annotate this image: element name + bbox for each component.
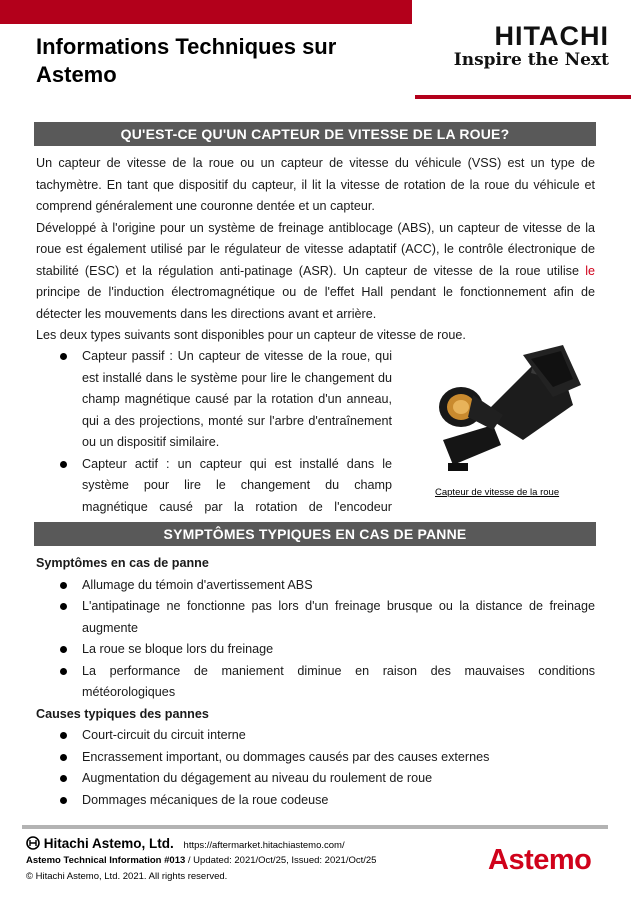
sensor-types-list — [36, 346, 392, 540]
list-item: Court-circuit du circuit interne — [36, 725, 595, 747]
list-item: Dommages mécaniques de la roue codeuse — [36, 790, 595, 812]
top-red-bar — [0, 0, 412, 24]
list-item: L'antipatinage ne fonctionne pas lors d'un freinage brusque ou la distance de freinage augmente — [36, 596, 595, 639]
paragraph-usage-part1: Développé à l'origine pour un système de freinage antiblocage (ABS), un capteur de vitesse de la roue est également utilisé par le régulateur de vitesse adaptatif (ACC), le contrôle électronique de stabilité (ESC) et la régulation anti-patinage (ASR). Un capteur de vitesse de la roue utilise — [36, 220, 595, 278]
brand-tagline: Inspire the Next — [453, 50, 609, 70]
list-item: Capteur passif : Un capteur de vitesse de la roue, qui est installé dans le système pour lire le changement du champ magnétique causé par la rotation d'un anneau, qui a des projections, monté sur l'arbre d'entraînement ou un dispositif similaire. — [36, 346, 392, 454]
list-item: Augmentation du dégagement au niveau du roulement de roue — [36, 768, 595, 790]
list-item: Allumage du témoin d'avertissement ABS — [36, 575, 595, 597]
image-caption: Capteur de vitesse de la roue — [435, 487, 560, 498]
footer-company-name: Hitachi Astemo, Ltd. — [43, 836, 174, 851]
footer-company — [26, 836, 345, 851]
hitachi-logo — [454, 22, 609, 70]
symptoms-list — [36, 575, 595, 704]
causes-list — [36, 725, 595, 811]
footer-rule — [22, 825, 608, 829]
footer-doc-info — [26, 855, 376, 866]
paragraph-usage — [36, 218, 595, 326]
sensor-types-list-wrap — [36, 346, 392, 540]
paragraph-usage-red-word: le — [585, 263, 595, 278]
page-title: Informations Techniques sur Astemo — [36, 34, 337, 87]
paragraph-types: Les deux types suivants sont disponibles pour un capteur de vitesse de roue. — [36, 328, 466, 342]
footer-doc-id: Astemo Technical Information #013 — [26, 855, 186, 866]
header-red-rule — [415, 95, 631, 99]
section-heading-symptoms: SYMPTÔMES TYPIQUES EN CAS DE PANNE — [34, 522, 596, 546]
paragraph-intro: Un capteur de vitesse de la roue ou un capteur de vitesse du véhicule (VSS) est un type de tachymètre. En tant que dispositif du capteur, il lit la vitesse de rotation de la roue du véhicule et comprend généralement une couronne dentée et un capteur. — [36, 156, 595, 213]
causes-title: Causes typiques des pannes — [36, 706, 209, 721]
footer-doc-dates: / Updated: 2021/Oct/25, Issued: 2021/Oct/25 — [185, 855, 377, 866]
astemo-logo: Astemo — [488, 844, 592, 876]
brand-name: HITACHI — [494, 21, 609, 51]
section2-body — [36, 553, 595, 811]
hitachi-emblem-icon — [26, 836, 40, 850]
list-item: La performance de maniement diminue en raison des mauvaises conditions météorologiques — [36, 661, 595, 704]
footer-copyright: © Hitachi Astemo, Ltd. 2021. All rights reserved. — [26, 871, 228, 882]
paragraph-usage-part2: principe de l'induction électromagnétique ou de l'effet Hall pendant le fonctionnement afin de détecter les mouvements dans les directions avant et arrière. — [36, 285, 595, 321]
section-heading-what-is: QU'EST-CE QU'UN CAPTEUR DE VITESSE DE LA ROUE? — [34, 122, 596, 146]
section1-body — [36, 153, 595, 347]
symptoms-title: Symptômes en cas de panne — [36, 556, 209, 570]
list-item: La roue se bloque lors du freinage — [36, 639, 595, 661]
list-item: Encrassement important, ou dommages causés par des causes externes — [36, 747, 595, 769]
footer-url-link[interactable]: https://aftermarket.hitachiastemo.com/ — [183, 840, 345, 851]
wheel-speed-sensor-image — [413, 345, 593, 485]
list-item: Capteur actif : un capteur qui est installé dans le système pour lire le changement du champ magnétique causé par la rotation de l'encodeur — [36, 454, 392, 540]
